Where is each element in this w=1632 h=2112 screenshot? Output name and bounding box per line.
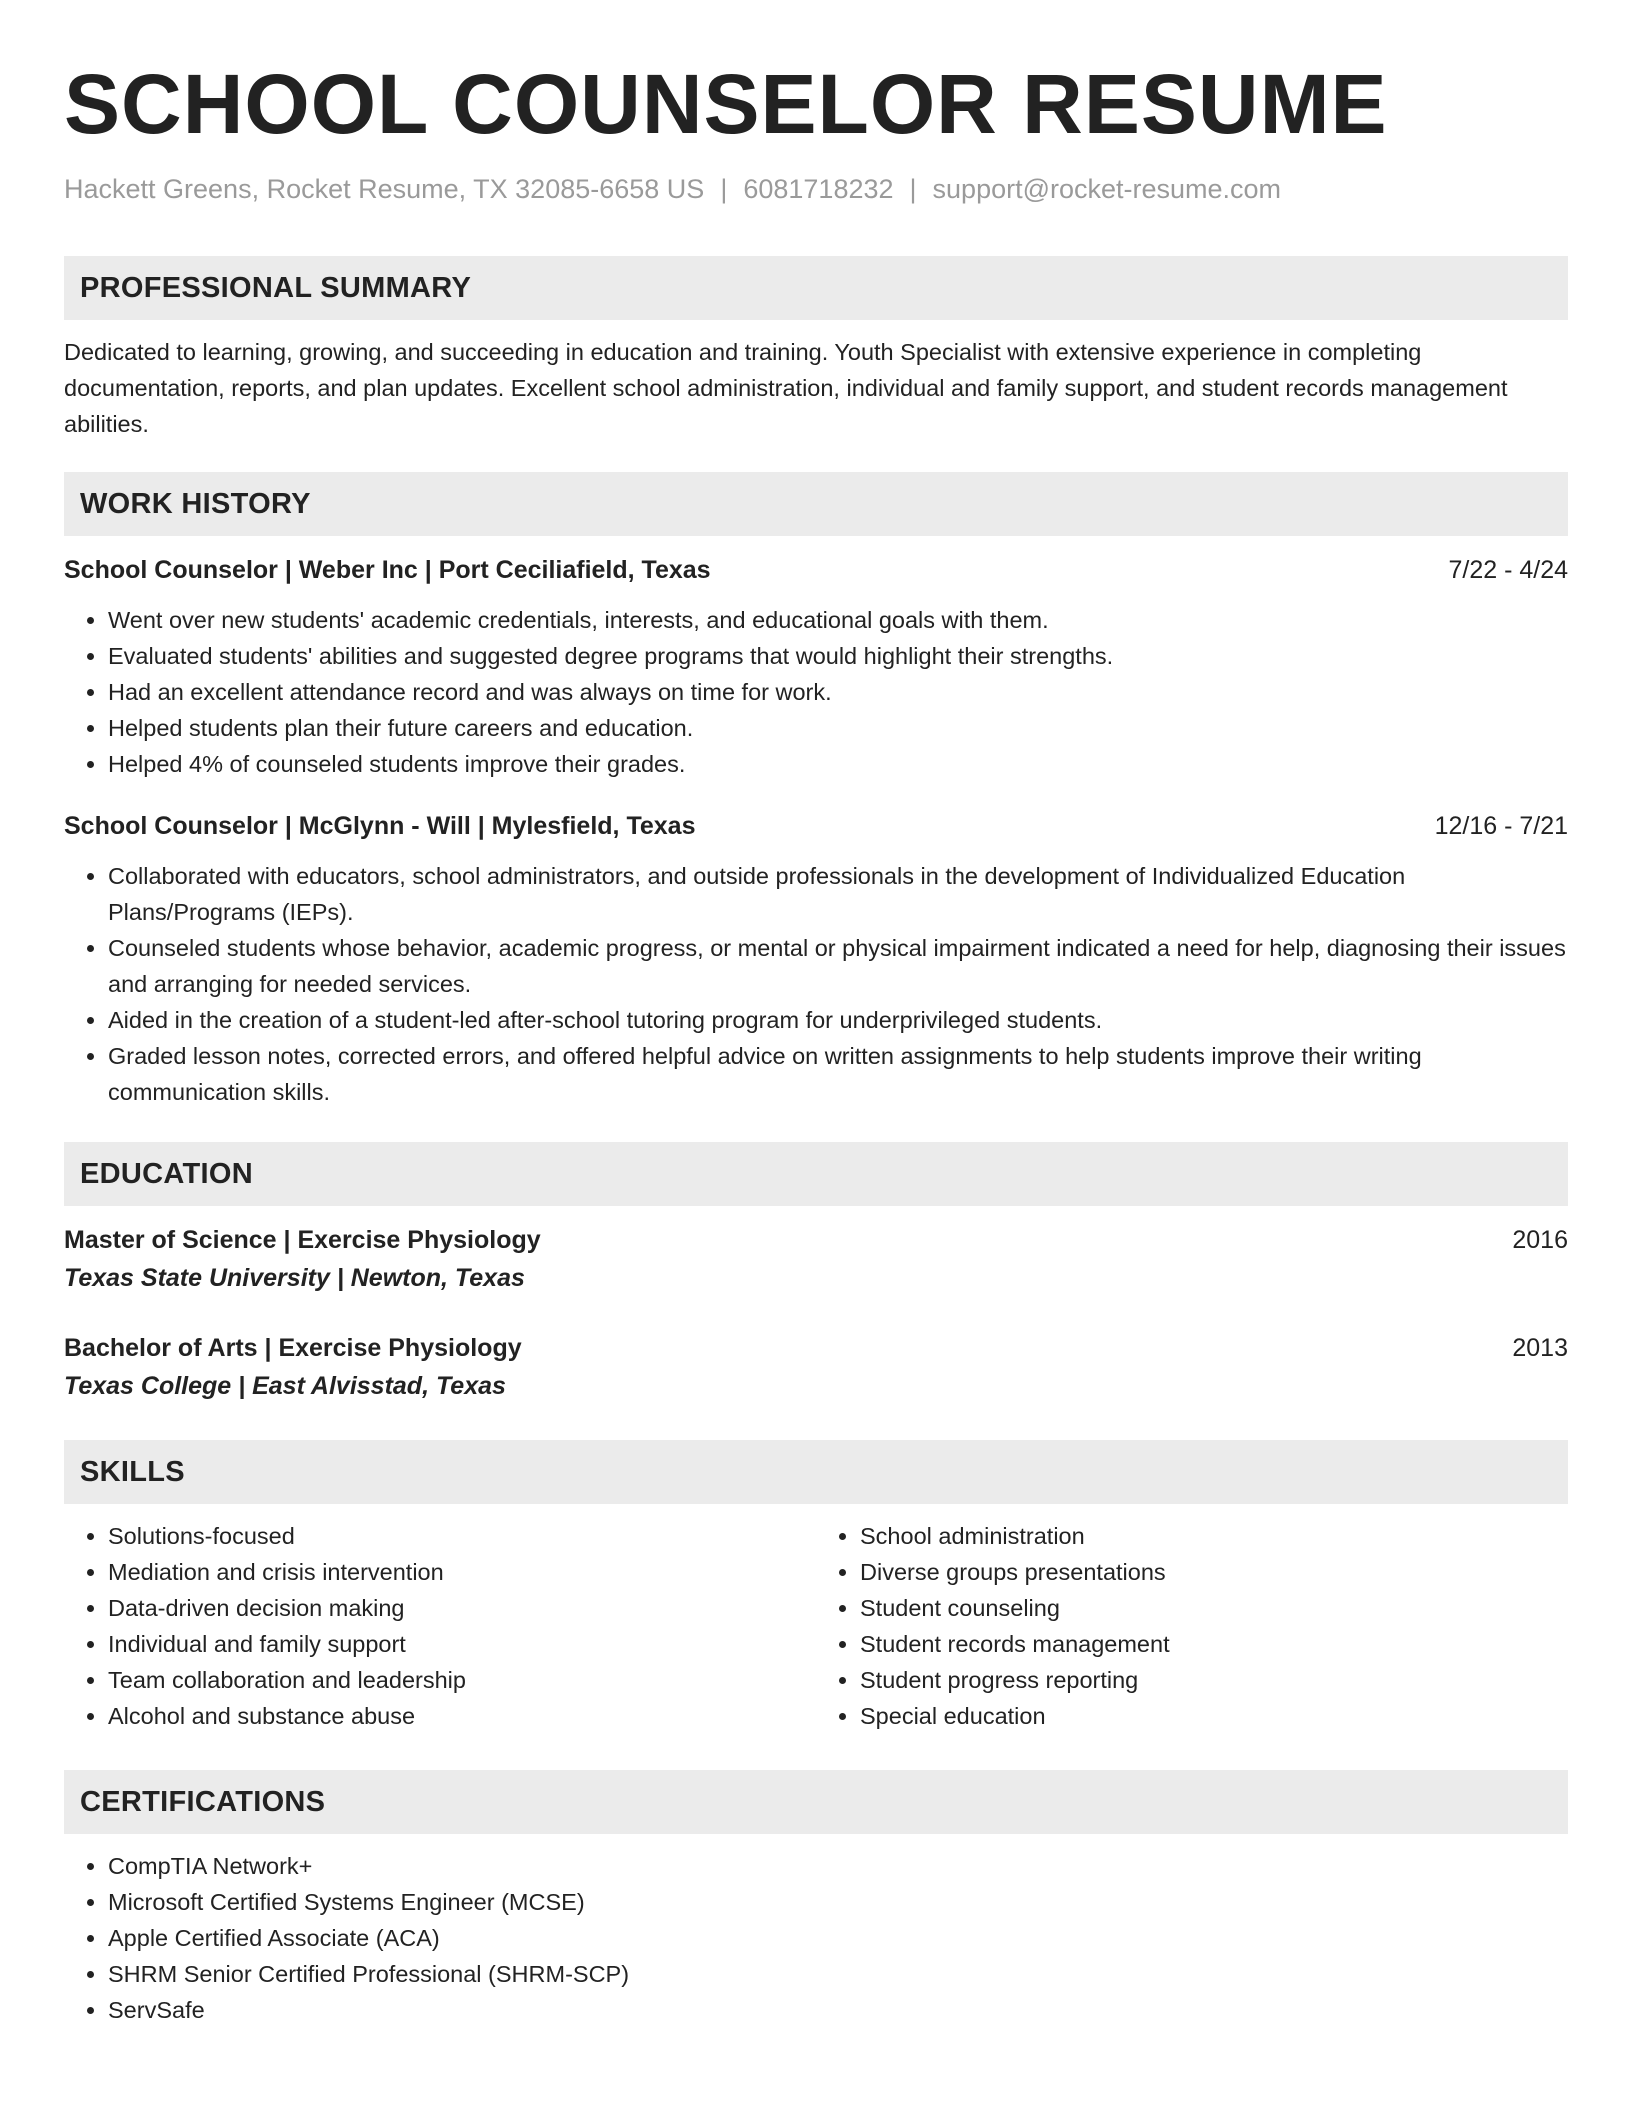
certification-item: • ServSafe	[108, 1992, 1568, 2028]
skill-item: • Student progress reporting	[860, 1662, 1568, 1698]
job-bullet: • Helped 4% of counseled students improve their grades.	[108, 746, 1568, 782]
job-bullet: • Counseled students whose behavior, academic progress, or mental or physical impairment indicated a need for help, diagnosing their issues and arranging for needed services.	[108, 930, 1568, 1002]
education-section	[64, 1142, 1568, 1404]
education-entry	[64, 1330, 1568, 1404]
job-entry	[64, 552, 1568, 782]
job-title: School Counselor | Weber Inc | Port Ceciliafield, Texas	[64, 556, 711, 584]
section-heading-summary: PROFESSIONAL SUMMARY	[64, 256, 1568, 320]
degree-title: Bachelor of Arts | Exercise Physiology	[64, 1334, 522, 1362]
education-year: 2016	[1512, 1226, 1568, 1254]
job-bullet: • Graded lesson notes, corrected errors, and offered helpful advice on written assignments to help students improve their writing communication skills.	[108, 1038, 1568, 1110]
certifications-section	[64, 1770, 1568, 2028]
skill-item: • Diverse groups presentations	[860, 1554, 1568, 1590]
section-heading-skills: SKILLS	[64, 1440, 1568, 1504]
skill-item: • Special education	[860, 1698, 1568, 1734]
job-bullet: • Had an excellent attendance record and was always on time for work.	[108, 674, 1568, 710]
school-name: Texas College | East Alvisstad, Texas	[64, 1372, 506, 1400]
skills-list-right	[816, 1518, 1568, 1734]
job-bullet: • Collaborated with educators, school administrators, and outside professionals in the development of Individualized Education Plans/Programs (IEPs).	[108, 858, 1568, 930]
skill-item: • Solutions-focused	[108, 1518, 816, 1554]
contact-phone: 6081718232	[743, 174, 894, 204]
job-bullet: • Went over new students' academic credentials, interests, and educational goals with them.	[108, 602, 1568, 638]
job-header	[64, 552, 1568, 588]
job-dates: 7/22 - 4/24	[1448, 556, 1568, 584]
skills-list-left	[64, 1518, 816, 1734]
job-dates: 12/16 - 7/21	[1434, 812, 1568, 840]
job-header	[64, 808, 1568, 844]
job-bullet: • Aided in the creation of a student-led after-school tutoring program for underprivileged students.	[108, 1002, 1568, 1038]
education-entry	[64, 1222, 1568, 1296]
summary-section	[64, 256, 1568, 442]
contact-line	[64, 172, 1568, 206]
certification-item: • CompTIA Network+	[108, 1848, 1568, 1884]
summary-text: Dedicated to learning, growing, and succeeding in education and training. Youth Specialist with extensive experience in completing documentation, reports, and plan updates. Excellent school administration, individual and family support, and student records management abilities.	[64, 339, 1508, 437]
skill-item: • Individual and family support	[108, 1626, 816, 1662]
skill-item: • Alcohol and substance abuse	[108, 1698, 816, 1734]
contact-address: Hackett Greens, Rocket Resume, TX 32085-6658 US	[64, 174, 705, 204]
skills-section	[64, 1440, 1568, 1734]
section-heading-certifications: CERTIFICATIONS	[64, 1770, 1568, 1834]
certification-item: • Apple Certified Associate (ACA)	[108, 1920, 1568, 1956]
skill-item: • Data-driven decision making	[108, 1590, 816, 1626]
skill-item: • School administration	[860, 1518, 1568, 1554]
skill-item: • Student counseling	[860, 1590, 1568, 1626]
contact-separator: |	[720, 174, 728, 204]
contact-email: support@rocket-resume.com	[932, 174, 1282, 204]
education-header	[64, 1222, 1568, 1258]
work-history-section	[64, 472, 1568, 1110]
section-heading-education: EDUCATION	[64, 1142, 1568, 1206]
certifications-list	[64, 1848, 1568, 2028]
job-bullets	[64, 602, 1568, 782]
skills-grid	[64, 1504, 1568, 1734]
education-header	[64, 1330, 1568, 1366]
resume-title: SCHOOL COUNSELOR RESUME	[64, 57, 1388, 151]
skill-item: • Team collaboration and leadership	[108, 1662, 816, 1698]
skill-item: • Student records management	[860, 1626, 1568, 1662]
school-name: Texas State University | Newton, Texas	[64, 1264, 525, 1292]
job-entry	[64, 808, 1568, 1110]
certification-item: • Microsoft Certified Systems Engineer (MCSE)	[108, 1884, 1568, 1920]
contact-separator: |	[909, 174, 917, 204]
skill-item: • Mediation and crisis intervention	[108, 1554, 816, 1590]
job-title: School Counselor | McGlynn - Will | Mylesfield, Texas	[64, 812, 696, 840]
section-heading-work: WORK HISTORY	[64, 472, 1568, 536]
education-year: 2013	[1512, 1334, 1568, 1362]
certification-item: • SHRM Senior Certified Professional (SHRM-SCP)	[108, 1956, 1568, 1992]
job-bullets	[64, 858, 1568, 1110]
job-bullet: • Helped students plan their future careers and education.	[108, 710, 1568, 746]
degree-title: Master of Science | Exercise Physiology	[64, 1226, 541, 1254]
job-bullet: • Evaluated students' abilities and suggested degree programs that would highlight their strengths.	[108, 638, 1568, 674]
